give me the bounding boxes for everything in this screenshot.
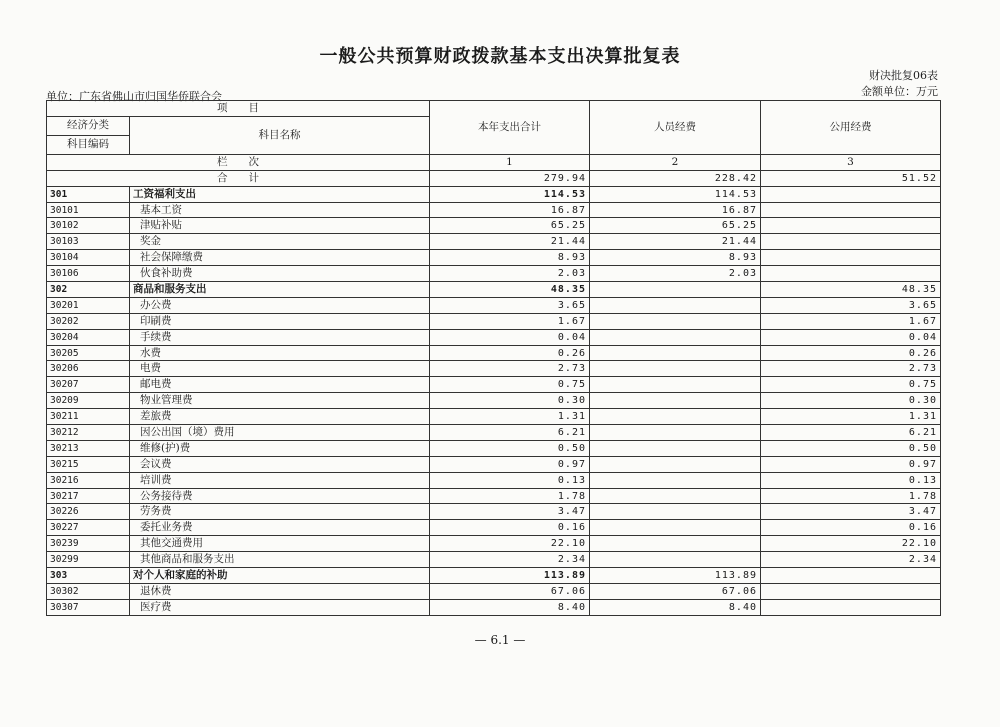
subject-code: 30204 [47, 329, 130, 345]
column-index-label: 栏 次 [47, 154, 430, 170]
amount-total: 0.97 [430, 456, 590, 472]
subject-name: 维修(护)费 [130, 440, 430, 456]
subject-name: 其他交通费用 [130, 536, 430, 552]
amount-public [761, 186, 941, 202]
amount-public: 1.31 [761, 409, 941, 425]
amount-total: 2.03 [430, 266, 590, 282]
subject-code: 30202 [47, 313, 130, 329]
subject-code: 30206 [47, 361, 130, 377]
amount-total: 0.30 [430, 393, 590, 409]
subject-code: 30104 [47, 250, 130, 266]
amount-personnel: 8.93 [590, 250, 761, 266]
amount-public: 3.65 [761, 297, 941, 313]
table-row [47, 250, 941, 266]
table-row [47, 425, 941, 441]
amount-personnel [590, 282, 761, 298]
subject-code: 30103 [47, 234, 130, 250]
amount-personnel: 2.03 [590, 266, 761, 282]
amount-total: 113.89 [430, 568, 590, 584]
amount-total: 3.47 [430, 504, 590, 520]
amount-public [761, 234, 941, 250]
amount-public: 2.73 [761, 361, 941, 377]
subject-name: 社会保障缴费 [130, 250, 430, 266]
amount-public: 0.13 [761, 472, 941, 488]
amount-total: 0.75 [430, 377, 590, 393]
subject-code: 30102 [47, 218, 130, 234]
table-row [47, 202, 941, 218]
subject-name: 工资福利支出 [130, 186, 430, 202]
table-row [47, 266, 941, 282]
document-title: 一般公共预算财政拨款基本支出决算批复表 [319, 46, 681, 67]
table-row [47, 297, 941, 313]
amount-public [761, 218, 941, 234]
amount-personnel [590, 409, 761, 425]
subject-code-header: 科目编码 [47, 135, 130, 154]
table-row [47, 345, 941, 361]
amount-unit: 金额单位：万元 [861, 85, 938, 98]
amount-total: 22.10 [430, 536, 590, 552]
subject-name: 其他商品和服务支出 [130, 552, 430, 568]
table-row [47, 361, 941, 377]
subject-code: 30207 [47, 377, 130, 393]
subject-code: 30216 [47, 472, 130, 488]
amount-personnel [590, 329, 761, 345]
amount-total: 2.34 [430, 552, 590, 568]
subject-name: 邮电费 [130, 377, 430, 393]
amount-public: 0.75 [761, 377, 941, 393]
subject-name: 印刷费 [130, 313, 430, 329]
table-row [47, 186, 941, 202]
amount-public: 0.04 [761, 329, 941, 345]
amount-personnel [590, 345, 761, 361]
amount-public: 0.16 [761, 520, 941, 536]
subject-code: 30201 [47, 297, 130, 313]
amount-total: 0.26 [430, 345, 590, 361]
subject-name: 津贴补贴 [130, 218, 430, 234]
amount-public [761, 266, 941, 282]
subject-code: 30205 [47, 345, 130, 361]
personnel-column-header: 人员经费 [590, 101, 761, 155]
subject-name-header: 科目名称 [130, 116, 430, 154]
subject-code: 30299 [47, 552, 130, 568]
column-index-3: 3 [761, 154, 941, 170]
amount-public [761, 202, 941, 218]
amount-personnel [590, 297, 761, 313]
subject-name: 退休费 [130, 583, 430, 599]
column-index-row [47, 154, 941, 170]
amount-total: 6.21 [430, 425, 590, 441]
page-number: — 6.1 — [474, 633, 526, 647]
public-column-header: 公用经费 [761, 101, 941, 155]
amount-public [761, 583, 941, 599]
table-row [47, 552, 941, 568]
subject-code: 30211 [47, 409, 130, 425]
total-personnel: 228.42 [590, 170, 761, 186]
amount-personnel [590, 552, 761, 568]
organization-unit: 单位：广东省佛山市归国华侨联合会 [46, 90, 222, 103]
amount-personnel [590, 425, 761, 441]
table-row [47, 488, 941, 504]
table-row [47, 520, 941, 536]
subject-code: 30226 [47, 504, 130, 520]
subject-code: 302 [47, 282, 130, 298]
budget-table [46, 100, 941, 616]
subject-code: 30209 [47, 393, 130, 409]
subject-name: 因公出国（境）费用 [130, 425, 430, 441]
subject-name: 对个人和家庭的补助 [130, 568, 430, 584]
amount-personnel [590, 456, 761, 472]
amount-public: 1.67 [761, 313, 941, 329]
amount-total: 114.53 [430, 186, 590, 202]
amount-total: 67.06 [430, 583, 590, 599]
amount-personnel [590, 377, 761, 393]
amount-public: 2.34 [761, 552, 941, 568]
subject-code: 30302 [47, 583, 130, 599]
amount-personnel [590, 361, 761, 377]
amount-total: 65.25 [430, 218, 590, 234]
amount-public: 22.10 [761, 536, 941, 552]
total-public: 51.52 [761, 170, 941, 186]
subject-code: 303 [47, 568, 130, 584]
table-row [47, 599, 941, 615]
column-index-1: 1 [430, 154, 590, 170]
subject-name: 差旅费 [130, 409, 430, 425]
total-label: 合 计 [47, 170, 430, 186]
total-column-header: 本年支出合计 [430, 101, 590, 155]
amount-public: 1.78 [761, 488, 941, 504]
subject-code: 30101 [47, 202, 130, 218]
subject-code: 30212 [47, 425, 130, 441]
header-row-items [47, 101, 941, 117]
amount-total: 0.16 [430, 520, 590, 536]
amount-total: 16.87 [430, 202, 590, 218]
amount-personnel [590, 504, 761, 520]
amount-total: 0.04 [430, 329, 590, 345]
amount-personnel [590, 313, 761, 329]
amount-personnel: 113.89 [590, 568, 761, 584]
subject-name: 公务接待费 [130, 488, 430, 504]
subject-name: 劳务费 [130, 504, 430, 520]
amount-personnel [590, 520, 761, 536]
subject-code: 301 [47, 186, 130, 202]
table-row [47, 393, 941, 409]
amount-personnel [590, 536, 761, 552]
amount-total: 21.44 [430, 234, 590, 250]
amount-total: 1.67 [430, 313, 590, 329]
amount-personnel: 21.44 [590, 234, 761, 250]
amount-total: 1.78 [430, 488, 590, 504]
amount-personnel [590, 488, 761, 504]
subject-name: 委托业务费 [130, 520, 430, 536]
amount-personnel [590, 393, 761, 409]
subject-code: 30213 [47, 440, 130, 456]
subject-code: 30217 [47, 488, 130, 504]
table-row [47, 409, 941, 425]
amount-public: 0.30 [761, 393, 941, 409]
total-sum: 279.94 [430, 170, 590, 186]
items-header: 项 目 [47, 101, 430, 117]
subject-code: 30215 [47, 456, 130, 472]
amount-personnel: 67.06 [590, 583, 761, 599]
amount-total: 3.65 [430, 297, 590, 313]
subject-code: 30106 [47, 266, 130, 282]
table-row [47, 329, 941, 345]
subject-name: 伙食补助费 [130, 266, 430, 282]
report-number: 财决批复06表 [869, 69, 938, 82]
table-row [47, 456, 941, 472]
amount-public: 0.50 [761, 440, 941, 456]
table-row [47, 234, 941, 250]
subject-code: 30239 [47, 536, 130, 552]
amount-total: 1.31 [430, 409, 590, 425]
subject-name: 电费 [130, 361, 430, 377]
subject-code: 30227 [47, 520, 130, 536]
subject-name: 奖金 [130, 234, 430, 250]
econ-class-header: 经济分类 [47, 116, 130, 135]
amount-total: 48.35 [430, 282, 590, 298]
subject-name: 商品和服务支出 [130, 282, 430, 298]
amount-total: 2.73 [430, 361, 590, 377]
subject-name: 基本工资 [130, 202, 430, 218]
table-row [47, 313, 941, 329]
amount-public [761, 568, 941, 584]
subject-code: 30307 [47, 599, 130, 615]
column-index-2: 2 [590, 154, 761, 170]
table-row [47, 583, 941, 599]
amount-personnel: 114.53 [590, 186, 761, 202]
table-row [47, 568, 941, 584]
subject-name: 办公费 [130, 297, 430, 313]
amount-personnel [590, 472, 761, 488]
subject-name: 医疗费 [130, 599, 430, 615]
table-row [47, 282, 941, 298]
subject-name: 会议费 [130, 456, 430, 472]
table-row [47, 472, 941, 488]
table-row [47, 218, 941, 234]
total-row [47, 170, 941, 186]
amount-personnel: 16.87 [590, 202, 761, 218]
amount-personnel [590, 440, 761, 456]
table-row [47, 504, 941, 520]
amount-total: 0.13 [430, 472, 590, 488]
subject-name: 物业管理费 [130, 393, 430, 409]
amount-public: 0.26 [761, 345, 941, 361]
amount-total: 0.50 [430, 440, 590, 456]
subject-name: 培训费 [130, 472, 430, 488]
amount-public [761, 250, 941, 266]
amount-public: 6.21 [761, 425, 941, 441]
amount-total: 8.40 [430, 599, 590, 615]
amount-personnel: 65.25 [590, 218, 761, 234]
amount-public: 0.97 [761, 456, 941, 472]
amount-total: 8.93 [430, 250, 590, 266]
subject-name: 水费 [130, 345, 430, 361]
table-row [47, 440, 941, 456]
table-row [47, 536, 941, 552]
amount-personnel: 8.40 [590, 599, 761, 615]
amount-public: 48.35 [761, 282, 941, 298]
amount-public: 3.47 [761, 504, 941, 520]
subject-name: 手续费 [130, 329, 430, 345]
amount-public [761, 599, 941, 615]
table-row [47, 377, 941, 393]
